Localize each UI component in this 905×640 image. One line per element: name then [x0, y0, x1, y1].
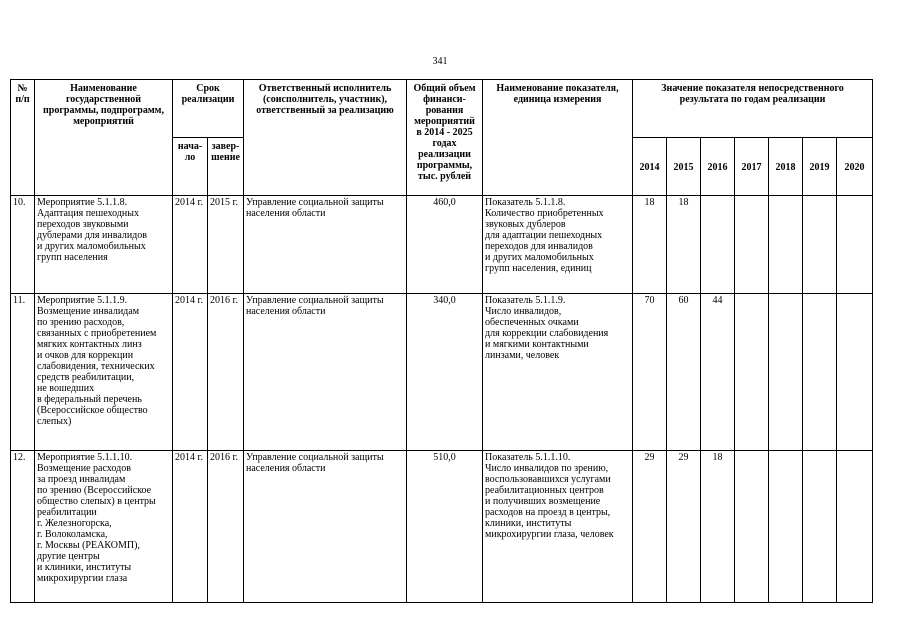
header-year: 2019 — [803, 138, 837, 196]
header-term-start: нача- ло — [173, 138, 208, 196]
funding-volume: 460,0 — [407, 196, 483, 294]
header-year: 2018 — [769, 138, 803, 196]
value-2017 — [735, 196, 769, 294]
value-2019 — [803, 196, 837, 294]
term-start: 2014 г. — [173, 294, 208, 451]
header-year: 2014 — [633, 138, 667, 196]
value-2015: 29 — [667, 451, 701, 603]
header-row-1 — [11, 80, 873, 138]
value-2015: 18 — [667, 196, 701, 294]
executor: Управление социальной защиты населения области — [244, 451, 407, 603]
value-2014: 29 — [633, 451, 667, 603]
value-2020 — [837, 294, 873, 451]
table-row — [11, 451, 873, 603]
executor: Управление социальной защиты населения области — [244, 294, 407, 451]
value-2016: 44 — [701, 294, 735, 451]
header-executor: Ответственный исполнитель (соисполнитель, участник), ответственный за реализацию — [244, 80, 407, 196]
header-year: 2017 — [735, 138, 769, 196]
value-2014: 70 — [633, 294, 667, 451]
table-row — [11, 196, 873, 294]
value-2018 — [769, 196, 803, 294]
funding-volume: 340,0 — [407, 294, 483, 451]
term-end: 2016 г. — [208, 451, 244, 603]
header-volume: Общий объем финанси- рования мероприятий в 2014 - 2025 годах реализации программы, тыс. рублей — [407, 80, 483, 196]
indicator: Показатель 5.1.1.10. Число инвалидов по зрению, воспользовавшихся услугами реабилитационных центров и получивших возмещение расходов на проезд в центры, клиники, институты микрохирургии глаза, человек — [483, 451, 633, 603]
header-num: № п/п — [11, 80, 35, 196]
value-2017 — [735, 294, 769, 451]
value-2018 — [769, 451, 803, 603]
value-2016 — [701, 196, 735, 294]
value-2014: 18 — [633, 196, 667, 294]
measure-name: Мероприятие 5.1.1.9. Возмещение инвалидам по зрению расходов, связанных с приобретением мягких контактных линз и очков для коррекции слабовидения, технических средств реабилитации, не вошедших в федеральный перечень (Всероссийское общество слепых) — [35, 294, 173, 451]
row-number: 10. — [11, 196, 35, 294]
page-number: 341 — [432, 56, 448, 67]
row-number: 12. — [11, 451, 35, 603]
value-2019 — [803, 294, 837, 451]
indicator: Показатель 5.1.1.8. Количество приобретенных звуковых дублеров для адаптации пешеходных переходов для инвалидов и других маломобильных групп населения, единиц — [483, 196, 633, 294]
indicator: Показатель 5.1.1.9. Число инвалидов, обеспеченных очками для коррекции слабовидения и мягкими контактными линзами, человек — [483, 294, 633, 451]
term-end: 2015 г. — [208, 196, 244, 294]
term-end: 2016 г. — [208, 294, 244, 451]
header-name: Наименование государственной программы, подпрограмм, мероприятий — [35, 80, 173, 196]
measure-name: Мероприятие 5.1.1.8. Адаптация пешеходных переходов звуковыми дублерами для инвалидов и других маломобильных групп населения — [35, 196, 173, 294]
value-2018 — [769, 294, 803, 451]
row-number: 11. — [11, 294, 35, 451]
term-start: 2014 г. — [173, 451, 208, 603]
value-2019 — [803, 451, 837, 603]
funding-volume: 510,0 — [407, 451, 483, 603]
value-2016: 18 — [701, 451, 735, 603]
value-2020 — [837, 196, 873, 294]
term-start: 2014 г. — [173, 196, 208, 294]
program-table — [10, 79, 873, 603]
header-year: 2016 — [701, 138, 735, 196]
header-year: 2015 — [667, 138, 701, 196]
executor: Управление социальной защиты населения области — [244, 196, 407, 294]
header-term: Срок реализации — [173, 80, 244, 138]
value-2020 — [837, 451, 873, 603]
header-values: Значение показателя непосредственного результата по годам реализации — [633, 80, 873, 138]
header-term-end: завер- шение — [208, 138, 244, 196]
value-2015: 60 — [667, 294, 701, 451]
measure-name: Мероприятие 5.1.1.10. Возмещение расходов за проезд инвалидам по зрению (Всероссийское общество слепых) в центры реабилитации г. Железногорска, г. Волоколамска, г. Москвы (РЕАКОМП), другие центры и клиники, институты микрохирургии глаза — [35, 451, 173, 603]
header-year: 2020 — [837, 138, 873, 196]
table-row — [11, 294, 873, 451]
value-2017 — [735, 451, 769, 603]
header-indicator: Наименование показателя, единица измерения — [483, 80, 633, 196]
